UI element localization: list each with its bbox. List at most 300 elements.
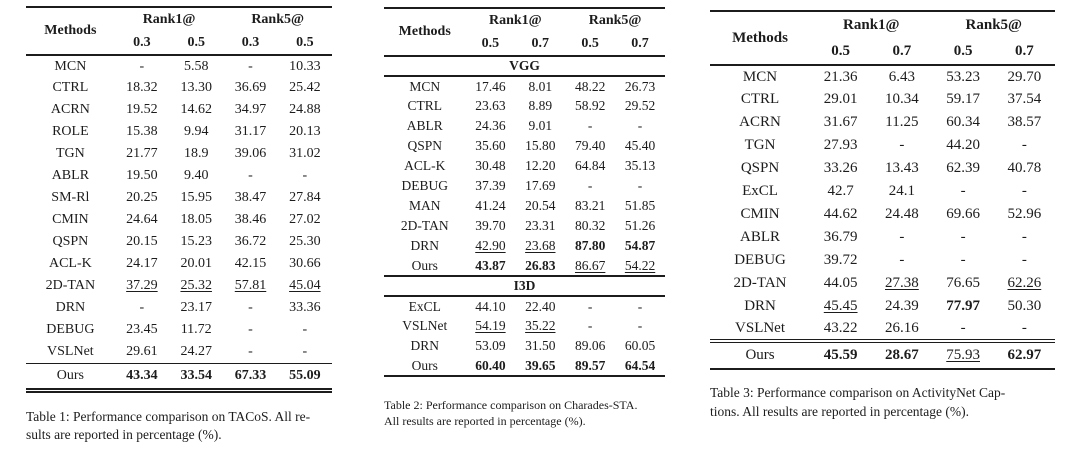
value-cell: 59.17 [946,91,980,107]
table-3-caption [710,383,1055,421]
method-cell: QSPN [52,234,89,249]
caption-line: tions. All results are reported in percentage (%). [710,404,970,419]
iou-threshold-header: 0.5 [831,42,851,59]
header-group-row [26,7,332,31]
value-cell: 6.43 [888,68,916,85]
value-cell: 9.01 [528,118,553,133]
value-cell: 39.06 [234,146,267,161]
value-cell: 21.77 [126,146,158,161]
ours-row [26,363,332,390]
value-cell: - [899,229,905,245]
value-cell: 24.27 [180,343,212,359]
method-cell: ROLE [52,124,89,139]
table-row [710,180,1055,203]
value-cell: 89.57 [574,357,606,373]
value-cell: 8.89 [528,98,553,113]
table-header [26,7,332,55]
method-cell: DRN [410,238,439,253]
value-cell: 42.90 [475,238,506,253]
method-cell: 2D-TAN [45,278,96,293]
value-cell: - [587,178,593,193]
table-2-caption [384,397,665,429]
value-cell: - [302,322,308,337]
table-row [384,136,665,156]
table-row [26,275,332,297]
table-row [384,196,665,216]
table-row [26,341,332,363]
value-cell: - [248,300,253,315]
rank-group-header-2: Rank5@ [251,11,305,27]
value-cell: 43.87 [475,257,506,273]
value-cell: 39.72 [823,252,858,268]
value-cell: 62.26 [1007,275,1042,291]
method-cell: ExCL [408,298,441,314]
value-cell: 40.78 [1007,160,1042,176]
table-row [384,176,665,196]
table-row [384,216,665,236]
iou-threshold-header: 0.5 [296,34,314,50]
value-cell: 36.79 [823,229,858,245]
value-cell: 11.72 [180,322,212,337]
table-row [710,65,1055,88]
value-cell: 5.58 [183,58,209,74]
value-cell: 58.92 [574,98,606,113]
value-cell: 23.63 [475,98,506,113]
table-row [710,203,1055,226]
table-header [384,8,665,56]
value-cell: 23.31 [525,218,556,233]
method-cell: ABLR [740,229,781,245]
method-cell: VSLNet [735,320,786,336]
iou-threshold-header: 0.3 [241,34,260,50]
value-cell: 13.43 [885,160,919,176]
value-cell: 24.17 [126,256,158,271]
value-cell: 83.21 [574,198,606,213]
table-row [710,134,1055,157]
value-cell: - [637,118,643,133]
method-cell: CTRL [740,91,780,107]
table-3-grid [710,10,1055,370]
rank-group-header-2: Rank5@ [588,12,642,28]
value-cell: 22.40 [525,298,556,314]
value-cell: 25.32 [180,278,212,293]
value-cell: - [587,118,593,133]
value-cell: 54.22 [624,257,656,273]
method-cell: TGN [55,146,85,161]
table-row [384,316,665,336]
value-cell: 33.26 [823,160,858,176]
method-cell: CTRL [52,80,89,95]
table-1-block [26,6,332,444]
value-cell: 18.05 [180,212,212,227]
table-row [384,256,665,276]
table-row [384,236,665,256]
value-cell: - [1021,252,1027,268]
rank-group-header-1: Rank1@ [489,12,542,28]
value-cell: 25.30 [289,234,321,249]
value-cell: - [248,168,253,183]
value-cell: 64.84 [574,158,606,173]
value-cell: 15.95 [180,190,212,205]
section-header-row [384,276,665,296]
value-cell: 54.87 [624,238,656,253]
value-cell: 42.7 [827,183,854,199]
ours-footer [710,341,1055,369]
value-cell: 50.30 [1007,298,1042,314]
value-cell: - [587,298,593,314]
method-cell: TGN [744,137,776,153]
table-row [710,249,1055,272]
value-cell: - [637,298,643,314]
method-cell: DRN [410,338,439,353]
method-cell: MCN [742,68,778,85]
value-cell: 43.22 [823,320,858,336]
value-cell: 15.38 [126,124,158,139]
value-cell: 26.73 [624,78,656,94]
value-cell: 26.16 [885,320,919,336]
ours-row [710,341,1055,369]
value-cell: 15.23 [180,234,212,249]
value-cell: 30.48 [475,158,506,173]
caption-line: All results are reported in percentage (%). [384,414,586,428]
value-cell: - [899,137,905,153]
value-cell: 24.88 [289,102,321,117]
value-cell: - [637,178,643,193]
value-cell: 24.48 [885,206,919,222]
value-cell: 21.36 [823,68,858,85]
section-label: I3D [384,276,665,296]
value-cell: 24.39 [885,298,919,314]
value-cell: - [139,58,145,74]
value-cell: - [960,183,966,199]
method-cell: 2D-TAN [400,218,449,233]
value-cell: - [248,322,253,337]
method-cell: ABLR [51,168,90,183]
value-cell: - [587,318,593,333]
table-section [26,55,332,363]
value-cell: 31.02 [289,146,321,161]
methods-header: Methods [732,29,788,46]
table-1-grid [26,6,332,393]
value-cell: 29.52 [624,98,656,113]
method-cell: CMIN [52,212,89,227]
value-cell: 37.54 [1007,91,1042,107]
value-cell: 43.34 [126,367,158,383]
value-cell: 15.80 [525,138,556,153]
method-cell: ABLR [406,118,443,133]
iou-threshold-header: 0.5 [953,42,973,59]
table-row [26,297,332,319]
value-cell: 10.34 [885,91,919,107]
caption-line: sults are reported in percentage (%). [26,426,222,442]
table-row [26,77,332,99]
value-cell: 39.65 [525,357,556,373]
method-cell: CMIN [740,206,780,222]
value-cell: 27.93 [823,137,858,153]
value-cell: 51.85 [624,198,656,213]
table-row [26,165,332,187]
section-label: VGG [384,56,665,76]
value-cell: 17.69 [525,178,556,193]
value-cell: 41.24 [475,198,506,213]
value-cell: - [960,252,966,268]
value-cell: - [248,58,253,74]
value-cell: 60.05 [624,338,656,353]
methods-header: Methods [398,24,451,39]
value-cell: 12.20 [525,158,556,173]
value-cell: 36.69 [234,80,267,95]
value-cell: 86.67 [574,257,606,273]
value-cell: 75.93 [946,347,980,363]
table-2-block [384,7,665,429]
value-cell: 35.60 [475,138,506,153]
value-cell: 13.30 [180,80,212,95]
caption-line: Table 1: Performance comparison on TACoS. All re- [26,408,311,424]
table-section [710,65,1055,341]
value-cell: 44.62 [823,206,858,222]
value-cell: 29.01 [823,91,858,107]
value-cell: 53.09 [475,338,506,353]
value-cell: 53.23 [946,68,980,85]
method-cell: DEBUG [46,322,95,337]
value-cell: 23.68 [525,238,556,253]
value-cell: 25.42 [289,80,321,95]
value-cell: 24.36 [475,118,506,133]
value-cell: 27.02 [289,212,321,227]
section-header-row [384,56,665,76]
table-row [710,88,1055,111]
table-row [26,231,332,253]
value-cell: 37.29 [126,278,158,293]
table-row [384,116,665,136]
value-cell: 31.17 [234,124,267,139]
value-cell: 33.54 [180,367,212,383]
method-cell: SM-Rl [51,190,90,205]
value-cell: 48.22 [574,78,606,94]
table-row [26,209,332,231]
value-cell: 14.62 [180,102,212,117]
value-cell: 62.97 [1007,347,1042,363]
value-cell: 35.22 [525,318,556,333]
table-row [710,226,1055,249]
value-cell: 19.52 [126,102,158,117]
iou-threshold-header: 0.5 [187,34,205,50]
rank-group-header-2: Rank5@ [965,16,1022,33]
method-cell: ExCL [742,183,778,199]
value-cell: 9.40 [183,168,209,183]
table-row [384,296,665,316]
table-row [710,318,1055,341]
table-header [710,11,1055,65]
value-cell: 24.1 [888,183,916,199]
iou-threshold-header: 0.5 [481,35,500,51]
method-cell: ACL-K [48,256,92,271]
value-cell: 89.06 [574,338,606,353]
value-cell: 64.54 [624,357,656,373]
value-cell: 52.96 [1007,206,1042,222]
value-cell: 60.34 [946,114,980,130]
value-cell: - [248,343,253,359]
method-cell: QSPN [740,160,780,176]
value-cell: - [1021,183,1027,199]
value-cell: 37.39 [475,178,506,193]
table-row [710,295,1055,318]
value-cell: 29.61 [126,343,158,359]
ours-footer [26,363,332,390]
method-cell: ACRN [739,114,781,130]
value-cell: 33.36 [289,300,321,315]
table-3-block [710,10,1055,421]
method-cell: Ours [56,367,84,383]
value-cell: 20.01 [180,256,212,271]
method-cell: DRN [744,298,776,314]
value-cell: 8.01 [528,78,553,94]
table-section [384,276,665,376]
table-row [710,157,1055,180]
value-cell: 9.94 [183,124,209,139]
value-cell: 20.15 [126,234,158,249]
value-cell: 69.66 [946,206,980,222]
value-cell: 42.15 [234,256,267,271]
table-row [384,356,665,376]
iou-threshold-header: 0.3 [133,34,151,50]
iou-threshold-header: 0.7 [531,35,550,51]
value-cell: 18.9 [183,146,209,161]
value-cell: 44.05 [823,275,858,291]
caption-line: Table 3: Performance comparison on ActivityNet Cap- [710,385,1006,400]
iou-threshold-header: 0.7 [1015,42,1034,59]
table-row [384,96,665,116]
value-cell: - [960,320,966,336]
table-row [384,76,665,96]
value-cell: 80.32 [574,218,606,233]
value-cell: 51.26 [624,218,656,233]
value-cell: - [1021,229,1027,245]
value-cell: 27.84 [289,190,321,205]
method-cell: 2D-TAN [733,275,787,291]
method-cell: DRN [55,300,86,315]
value-cell: 18.32 [126,80,158,95]
iou-threshold-header: 0.7 [892,42,912,59]
value-cell: - [1021,320,1027,336]
value-cell: 45.40 [624,138,656,153]
value-cell: 57.81 [234,278,267,293]
value-cell: - [899,252,905,268]
method-cell: Ours [411,357,438,373]
value-cell: 23.17 [180,300,212,315]
table-row [26,121,332,143]
table-row [710,111,1055,134]
value-cell: 44.20 [946,137,980,153]
value-cell: 20.54 [525,198,556,213]
method-cell: VSLNet [402,318,448,333]
method-cell: MCN [54,58,87,74]
rank-group-header-1: Rank1@ [843,16,900,33]
rank-group-header-1: Rank1@ [142,11,196,27]
caption-line: Table 2: Performance comparison on Charades-STA. [384,398,638,412]
method-cell: CTRL [407,98,442,113]
method-cell: Ours [411,257,438,273]
value-cell: 45.04 [289,278,321,293]
value-cell: 34.97 [234,102,267,117]
value-cell: 23.45 [126,322,158,337]
value-cell: 79.40 [574,138,606,153]
method-cell: Ours [745,347,775,363]
method-cell: VSLNet [47,343,94,359]
methods-header: Methods [44,23,97,38]
value-cell: 35.13 [624,158,656,173]
table-row [26,143,332,165]
table-row [384,336,665,356]
header-group-row [710,11,1055,38]
method-cell: DEBUG [401,178,448,193]
value-cell: - [960,229,966,245]
table-section [384,56,665,276]
value-cell: 36.72 [234,234,267,249]
value-cell: 19.50 [126,168,158,183]
value-cell: 17.46 [475,78,506,94]
value-cell: 38.46 [234,212,267,227]
table-2-grid [384,7,665,377]
table-row [26,55,332,77]
method-cell: MCN [409,78,441,94]
value-cell: 76.65 [946,275,980,291]
value-cell: 45.59 [823,347,858,363]
value-cell: 30.66 [289,256,321,271]
value-cell: 54.19 [475,318,506,333]
table-row [384,156,665,176]
value-cell: 38.47 [234,190,267,205]
iou-threshold-header: 0.5 [581,35,599,51]
value-cell: 45.45 [823,298,858,314]
value-cell: 87.80 [574,238,606,253]
value-cell: 77.97 [946,298,980,314]
iou-threshold-header: 0.7 [631,35,649,51]
value-cell: 31.67 [823,114,858,130]
table-row [710,272,1055,295]
table-1-caption [26,408,332,444]
table-row [26,319,332,341]
table-row [26,187,332,209]
value-cell: 27.38 [885,275,919,291]
value-cell: 20.25 [126,190,158,205]
value-cell: 55.09 [289,367,321,383]
method-cell: MAN [408,198,441,213]
value-cell: - [302,343,308,359]
method-cell: DEBUG [734,252,786,268]
value-cell: 62.39 [946,160,980,176]
value-cell: 60.40 [475,357,506,373]
value-cell: - [139,300,145,315]
value-cell: 31.50 [525,338,556,353]
table-row [26,99,332,121]
value-cell: 20.13 [289,124,321,139]
value-cell: - [302,168,308,183]
method-cell: ACL-K [404,158,446,173]
value-cell: 29.70 [1007,68,1042,85]
table-row [26,253,332,275]
value-cell: - [637,318,643,333]
header-group-row [384,8,665,32]
value-cell: 26.83 [525,257,556,273]
method-cell: ACRN [50,102,90,117]
value-cell: 24.64 [126,212,158,227]
value-cell: 39.70 [475,218,506,233]
value-cell: 28.67 [885,347,919,363]
value-cell: - [1021,137,1027,153]
value-cell: 38.57 [1007,114,1042,130]
value-cell: 10.33 [289,58,321,74]
